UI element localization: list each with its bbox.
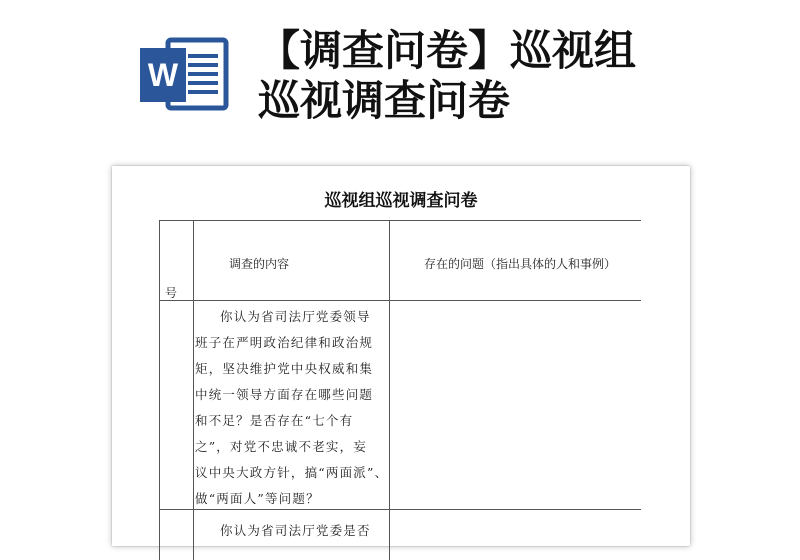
word-letter-icon: W [147,57,179,93]
question-1-line: 议中央大政方针，搞“两面派”、 [195,465,389,480]
table-border-top [159,220,641,221]
table-header-divider [159,300,641,301]
question-1-line: 你认为省司法厅党委领导 [220,309,371,324]
header-number: 号 [165,286,178,300]
document-page [112,166,690,546]
table-border-left [159,220,160,560]
question-1-line: 之”，对党不忠诚不老实，妄 [195,439,367,454]
title-line-2: 巡视调查问卷 [258,76,511,125]
question-1-text [195,304,389,512]
document-heading: 巡视组巡视调查问卷 [324,191,478,211]
question-1-line: 矩，坚决维护党中央权威和集 [195,361,374,376]
word-document-icon [138,34,230,114]
question-1-line: 和不足？是否存在“七个有 [195,413,354,428]
question-1-line: 班子在严明政治纪律和政治规 [195,335,374,350]
table-col-divider-2 [389,220,390,560]
table-col-divider-1 [193,220,194,560]
question-2-text: 你认为省司法厅党委是否 [220,523,371,538]
header-content: 调查的内容 [229,257,290,271]
page-title [258,26,778,126]
survey-table [159,220,641,560]
header-issues: 存在的问题（指出具体的人和事例） [424,257,617,271]
title-line-1: 【调查问卷】巡视组 [258,26,637,75]
question-1-line: 做“两面人”等问题？ [195,491,320,506]
question-1-line: 中统一领导方面存在哪些问题 [195,387,374,402]
